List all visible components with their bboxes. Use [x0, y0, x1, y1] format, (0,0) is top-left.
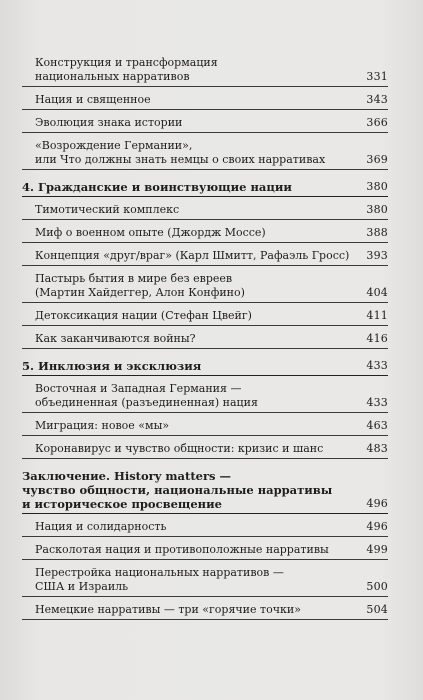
toc-entry-title	[35, 139, 354, 167]
toc-page-number: 380	[366, 180, 388, 193]
toc-title-line: США и Израиль	[35, 580, 129, 593]
toc-title-line: объединенная (разъединенная) нация	[35, 396, 258, 409]
toc-title-line: Перестройка национальных нарративов —	[35, 566, 284, 579]
toc-title-line: Коронавирус и чувство общности: кризис и шанс	[35, 442, 324, 455]
toc-page-number: 393	[366, 249, 388, 262]
toc-title-line: Как заканчиваются войны?	[35, 332, 196, 345]
toc-entry-title	[35, 332, 354, 346]
toc-entry	[22, 603, 388, 620]
toc-entry-title	[22, 469, 354, 511]
toc-title-line: 4. Гражданские и воинствующие нации	[22, 180, 292, 194]
toc-page-number: 366	[366, 116, 388, 129]
toc-title-line: Нация и священное	[35, 93, 151, 106]
toc-page-number: 369	[366, 153, 388, 166]
toc-entry-title	[35, 442, 354, 456]
toc-page-number: 483	[366, 442, 388, 455]
toc-title-line: «Возрождение Германии»,	[35, 139, 193, 152]
toc-entry	[22, 56, 388, 87]
toc-page-number: 416	[366, 332, 388, 345]
toc-entry-title	[35, 419, 354, 433]
toc-title-line: национальных нарративов	[35, 70, 190, 83]
toc-page-number: 500	[366, 580, 388, 593]
toc-entry	[22, 566, 388, 597]
table-of-contents	[22, 56, 388, 620]
toc-title-line: Эволюция знака истории	[35, 116, 183, 129]
toc-entry-title	[35, 249, 354, 263]
toc-page-number: 496	[366, 497, 388, 510]
toc-chapter	[22, 359, 388, 376]
toc-entry-title	[35, 603, 354, 617]
toc-entry-title	[35, 56, 354, 84]
toc-entry-title	[35, 272, 354, 300]
toc-entry-title	[35, 382, 354, 410]
toc-title-line: Заключение. History matters —	[22, 469, 231, 483]
toc-page-number: 504	[366, 603, 388, 616]
toc-title-line: Немецкие нарративы — три «горячие точки»	[35, 603, 301, 616]
toc-page-number: 463	[366, 419, 388, 432]
toc-entry	[22, 520, 388, 537]
toc-entry-title	[35, 116, 354, 130]
toc-entry	[22, 382, 388, 413]
toc-page-number: 411	[366, 309, 388, 322]
toc-entry-title	[22, 180, 354, 194]
toc-entry	[22, 419, 388, 436]
toc-page-number: 496	[366, 520, 388, 533]
toc-entry	[22, 93, 388, 110]
toc-entry-title	[35, 226, 354, 240]
toc-page-number: 343	[366, 93, 388, 106]
toc-entry-title	[35, 520, 354, 534]
toc-page-number: 380	[366, 203, 388, 216]
toc-title-line: и историческое просвещение	[22, 497, 222, 511]
toc-entry-title	[35, 203, 354, 217]
toc-title-line: Конструкция и трансформация	[35, 56, 218, 69]
toc-entry-title	[35, 543, 354, 557]
toc-title-line: или Что должны знать немцы о своих нарративах	[35, 153, 326, 166]
toc-entry-title	[35, 566, 354, 594]
toc-entry-title	[35, 309, 354, 323]
toc-chapter	[22, 180, 388, 197]
toc-entry	[22, 203, 388, 220]
toc-page-number: 388	[366, 226, 388, 239]
toc-entry	[22, 309, 388, 326]
toc-page-number: 433	[366, 396, 388, 409]
toc-page-number: 499	[366, 543, 388, 556]
toc-entry	[22, 226, 388, 243]
toc-title-line: Миф о военном опыте (Джордж Моссе)	[35, 226, 266, 239]
toc-entry	[22, 249, 388, 266]
toc-page-number: 404	[366, 286, 388, 299]
toc-title-line: Концепция «друг/враг» (Карл Шмитт, Рафаэль Гросс)	[35, 249, 350, 262]
toc-entry	[22, 272, 388, 303]
toc-title-line: Пастырь бытия в мире без евреев	[35, 272, 233, 285]
toc-entry	[22, 332, 388, 349]
toc-page-number: 331	[366, 70, 388, 83]
toc-title-line: Детоксикация нации (Стефан Цвейг)	[35, 309, 252, 322]
toc-title-line: Тимотический комплекс	[35, 203, 180, 216]
toc-title-line: 5. Инклюзия и эксклюзия	[22, 359, 202, 373]
toc-entry	[22, 139, 388, 170]
toc-title-line: чувство общности, национальные нарративы	[22, 483, 333, 497]
toc-entry	[22, 116, 388, 133]
toc-title-line: Миграция: новое «мы»	[35, 419, 170, 432]
toc-title-line: Расколотая нация и противоположные нарративы	[35, 543, 329, 556]
toc-title-line: Нация и солидарность	[35, 520, 167, 533]
toc-entry	[22, 543, 388, 560]
toc-entry	[22, 442, 388, 459]
toc-chapter	[22, 469, 388, 514]
toc-entry-title	[35, 93, 354, 107]
toc-page-number: 433	[366, 359, 388, 372]
toc-entry-title	[22, 359, 354, 373]
toc-title-line: Восточная и Западная Германия —	[35, 382, 242, 395]
toc-title-line: (Мартин Хайдеггер, Алон Конфино)	[35, 286, 245, 299]
